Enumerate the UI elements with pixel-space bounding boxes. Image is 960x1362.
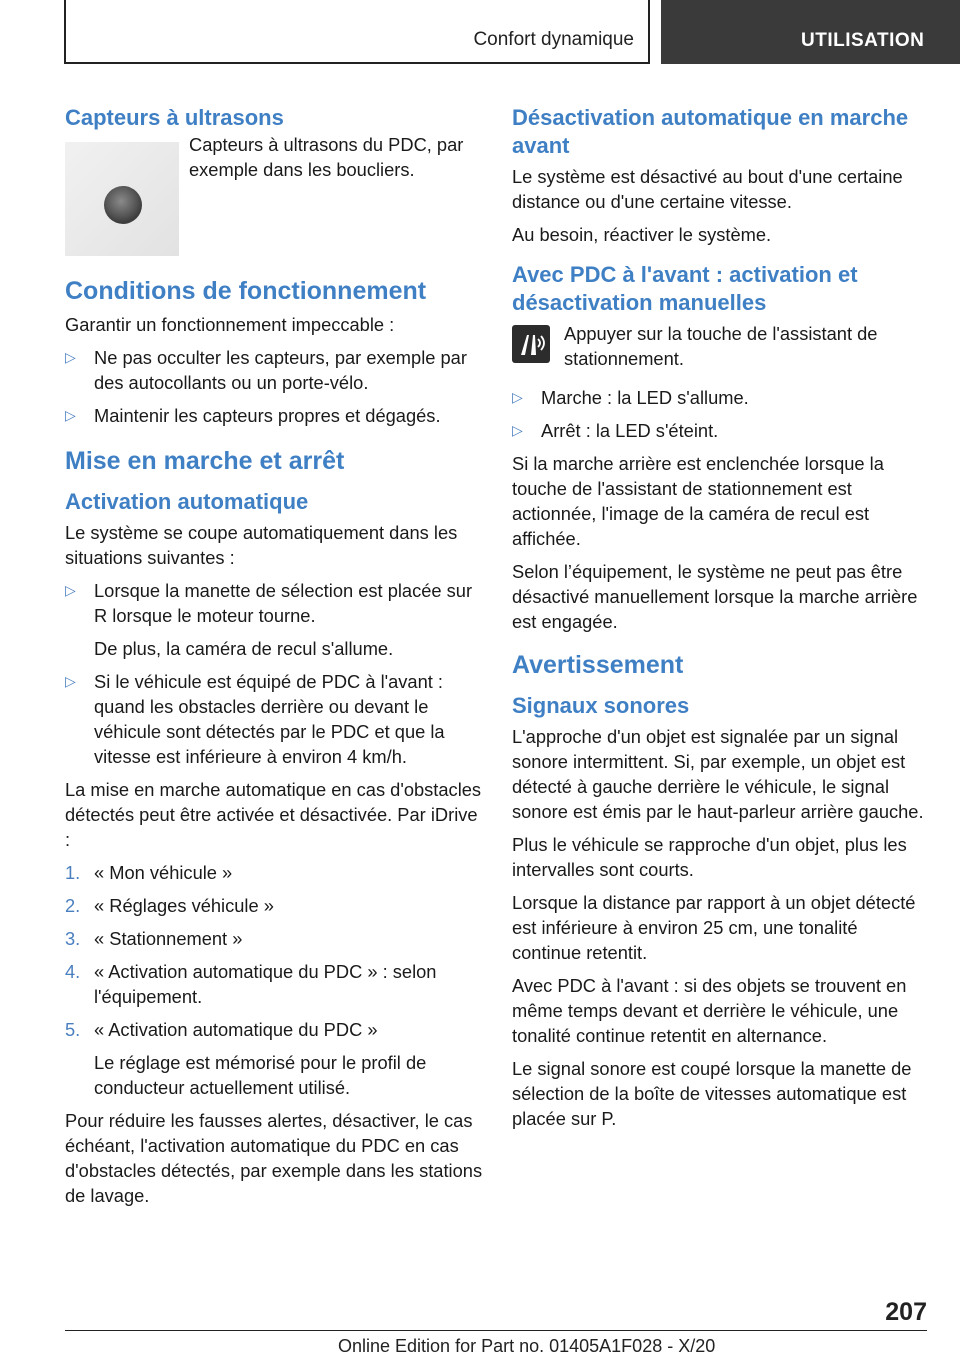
signals-p3: Lorsque la distance par rapport à un objet détecté est inférieure à environ 25 cm, une tonalité continue retentit.: [512, 892, 916, 963]
triangle-bullet-icon: ▷: [65, 407, 76, 423]
signals-p2: Plus le véhicule se rapproche d'un objet, plus les intervalles sont courts.: [512, 834, 907, 880]
parking-assist-button-icon: [512, 325, 550, 363]
list-item-text: Maintenir les capteurs propres et dégagés.: [94, 405, 441, 426]
step-item: [65, 959, 485, 1009]
conditions-intro: Garantir un fonctionnement impeccable :: [65, 314, 395, 335]
list-item-text: Arrêt : la LED s'éteint.: [541, 420, 719, 441]
step-item: [65, 860, 485, 885]
auto-off-p2: Au besoin, réactiver le système.: [512, 224, 772, 245]
auto-intro: Le système se coupe automatiquement dans les situations suivantes :: [65, 522, 458, 568]
left-column: [65, 104, 485, 1216]
triangle-bullet-icon: ▷: [512, 389, 523, 405]
step-number: 1.: [65, 862, 81, 883]
heading-manual: Avec PDC à l'avant : activation et désactivation manuelles: [512, 262, 858, 315]
list-item-text: Marche : la LED s'allume.: [541, 387, 749, 408]
sensor-figure-row: [65, 136, 485, 256]
heading-signals: Signaux sonores: [512, 693, 690, 718]
footer-divider: [65, 1330, 927, 1331]
step5-extra: Le réglage est mémorisé pour le profil de conducteur actuellement utilisé.: [94, 1052, 427, 1098]
header-section-box: [64, 0, 650, 64]
list-item-text: Si le véhicule est équipé de PDC à l'avant : quand les obstacles derrière ou devant le véhicule sont détectés par le PDC et que la vitesse est inférieure à environ 4 km/h.: [94, 671, 445, 767]
manual-p2: Selon l’équipement, le système ne peut pas être désactivé manuellement lorsque la marche arrière est engagée.: [512, 561, 918, 632]
ultrasonic-sensor-image: [65, 142, 179, 256]
step-number: 2.: [65, 895, 81, 916]
header-chapter-title: UTILISATION: [801, 30, 925, 51]
manual-text: Appuyer sur la touche de l'assistant de stationnement.: [564, 323, 878, 369]
step-number: 3.: [65, 928, 81, 949]
right-column: [512, 104, 930, 1139]
parking-assist-button-row: [512, 321, 930, 371]
list-item: [65, 345, 485, 395]
list-item: [512, 385, 930, 410]
list-item: [65, 669, 485, 769]
heading-auto-activation: Activation automatique: [65, 489, 309, 514]
step-text: « Mon véhicule »: [94, 862, 233, 883]
triangle-bullet-icon: ▷: [65, 582, 76, 598]
heading-auto-off: Désactivation automatique en marche avant: [512, 105, 909, 158]
signals-p5: Le signal sonore est coupé lorsque la manette de sélection de la boîte de vitesses automatique est placée sur P.: [512, 1058, 912, 1129]
step-number: 4.: [65, 961, 81, 982]
triangle-bullet-icon: ▷: [65, 349, 76, 365]
list-item-text: Ne pas occulter les capteurs, par exemple par des autocollants ou un porte-vélo.: [94, 347, 467, 393]
heading-warning: Avertissement: [512, 651, 684, 679]
step-text: « Activation automatique du PDC »: [94, 1019, 378, 1040]
sensor-disc-icon: [104, 186, 142, 224]
step-text: « Stationnement »: [94, 928, 243, 949]
list-item: [65, 578, 485, 628]
heading-conditions: Conditions de fonctionnement: [65, 277, 427, 305]
step-text: « Réglages véhicule »: [94, 895, 274, 916]
heading-on-off: Mise en marche et arrêt: [65, 447, 345, 475]
step-number: 5.: [65, 1019, 81, 1040]
closing-text: Pour réduire les fausses alertes, désactiver, le cas échéant, l'activation automatique du PDC en cas d'obstacles détectés, par exemple dans les stations de lavage.: [65, 1110, 483, 1206]
step-item: [65, 893, 485, 918]
triangle-bullet-icon: ▷: [512, 422, 523, 438]
step-text: « Activation automatique du PDC » : selon l'équipement.: [94, 961, 437, 1007]
footer-edition: Online Edition for Part no. 01405A1F028 - X/20: [338, 1336, 716, 1356]
triangle-bullet-icon: ▷: [65, 673, 76, 689]
sensors-text: Capteurs à ultrasons du PDC, par exemple dans les boucliers.: [189, 134, 464, 180]
header-chapter-tab: [661, 0, 960, 64]
auto-off-p1: Le système est désactivé au bout d'une certaine distance ou d'une certaine vitesse.: [512, 166, 903, 212]
page-number: 207: [885, 1298, 927, 1326]
manual-p1: Si la marche arrière est enclenchée lorsque la touche de l'assistant de stationnement est actionnée, l'image de la caméra de recul est affichée.: [512, 453, 884, 549]
list-item: [512, 418, 930, 443]
auto-text: La mise en marche automatique en cas d'obstacles détectés peut être activée et désactivée. Par iDrive :: [65, 779, 482, 850]
step-item: [65, 926, 485, 951]
step-item: [65, 1017, 485, 1042]
heading-sensors: Capteurs à ultrasons: [65, 105, 284, 130]
signals-p1: L'approche d'un objet est signalée par un signal sonore intermittent. Si, par exemple, un objet est détecté à gauche derrière le véhicule, le signal sonore est émis par le haut-parleur arrière gauche.: [512, 726, 924, 822]
signals-p4: Avec PDC à l'avant : si des objets se trouvent en même temps devant et derrière le véhicule, une tonalité continue retentit en alternance.: [512, 975, 907, 1046]
list-item-text: Lorsque la manette de sélection est placée sur R lorsque le moteur tourne.: [94, 580, 473, 626]
parking-assist-glyph-icon: [512, 325, 550, 363]
list-item: [65, 403, 485, 428]
header-section-title: Confort dynamique: [473, 29, 634, 50]
auto-item1-extra: De plus, la caméra de recul s'allume.: [94, 638, 394, 659]
